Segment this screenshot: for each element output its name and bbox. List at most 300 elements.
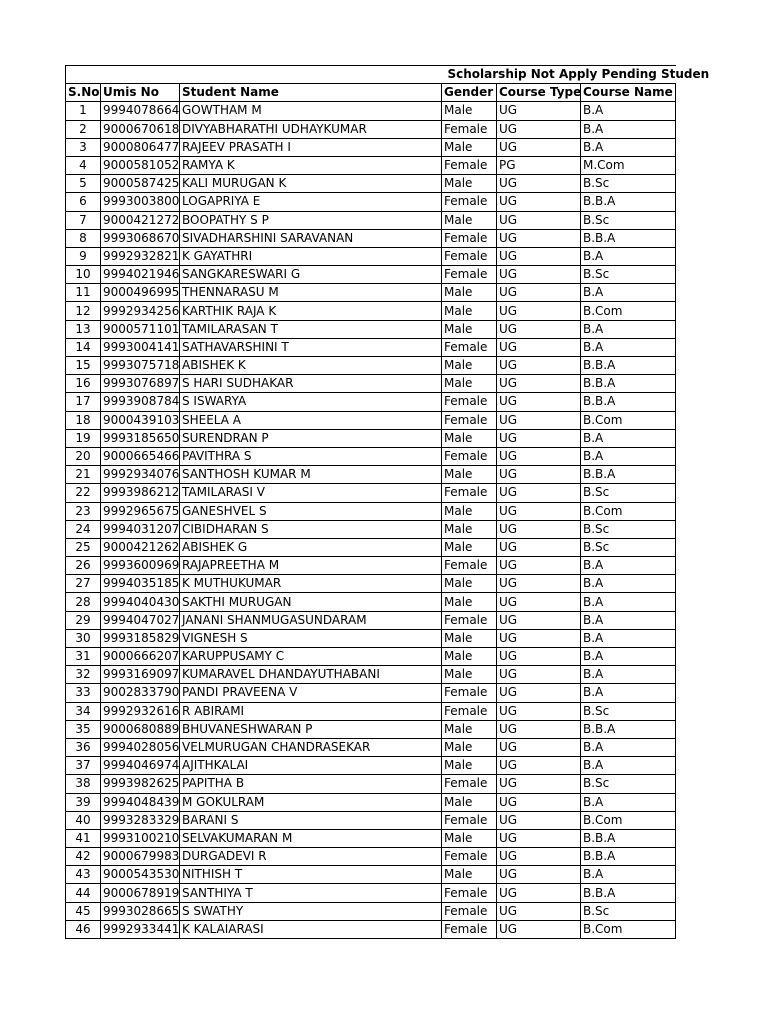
table-row xyxy=(66,593,676,611)
cell-gender: Female xyxy=(442,393,497,411)
header-row xyxy=(66,84,676,102)
cell-sno: 39 xyxy=(66,793,101,811)
cell-umis: 9000587425 xyxy=(101,175,180,193)
cell-student-name: CIBIDHARAN S xyxy=(180,520,442,538)
cell-sno: 36 xyxy=(66,738,101,756)
cell-course-name: B.A xyxy=(581,611,676,629)
table-row xyxy=(66,920,676,938)
cell-gender: Male xyxy=(442,175,497,193)
cell-sno: 22 xyxy=(66,484,101,502)
cell-gender: Female xyxy=(442,266,497,284)
cell-course-type: UG xyxy=(497,738,581,756)
cell-umis: 9000806477 xyxy=(101,138,180,156)
cell-student-name: GOWTHAM M xyxy=(180,102,442,120)
cell-course-name: B.Com xyxy=(581,411,676,429)
header-umis: Umis No xyxy=(101,84,180,102)
table-row xyxy=(66,557,676,575)
table-row xyxy=(66,848,676,866)
cell-student-name: RAJEEV PRASATH I xyxy=(180,138,442,156)
cell-sno: 30 xyxy=(66,629,101,647)
cell-student-name: KARTHIK RAJA K xyxy=(180,302,442,320)
cell-umis: 9994031207 xyxy=(101,520,180,538)
table-row xyxy=(66,666,676,684)
cell-course-name: B.A xyxy=(581,284,676,302)
cell-course-name: B.B.A xyxy=(581,229,676,247)
cell-umis: 9000543530 xyxy=(101,866,180,884)
cell-sno: 32 xyxy=(66,666,101,684)
cell-course-name: B.A xyxy=(581,429,676,447)
cell-sno: 10 xyxy=(66,266,101,284)
cell-course-name: B.A xyxy=(581,738,676,756)
cell-gender: Female xyxy=(442,902,497,920)
cell-student-name: ABISHEK G xyxy=(180,538,442,556)
cell-gender: Female xyxy=(442,484,497,502)
cell-umis: 9993600969 xyxy=(101,557,180,575)
cell-student-name: PAPITHA B xyxy=(180,775,442,793)
cell-student-name: SAKTHI MURUGAN xyxy=(180,593,442,611)
cell-course-type: UG xyxy=(497,211,581,229)
cell-gender: Female xyxy=(442,447,497,465)
cell-student-name: LOGAPRIYA E xyxy=(180,193,442,211)
cell-course-name: B.A xyxy=(581,447,676,465)
cell-sno: 15 xyxy=(66,357,101,375)
table-row xyxy=(66,447,676,465)
cell-umis: 9992934256 xyxy=(101,302,180,320)
cell-course-type: UG xyxy=(497,447,581,465)
cell-gender: Male xyxy=(442,575,497,593)
cell-course-type: UG xyxy=(497,284,581,302)
cell-umis: 9992932616 xyxy=(101,702,180,720)
cell-gender: Female xyxy=(442,684,497,702)
cell-course-type: UG xyxy=(497,684,581,702)
cell-student-name: K GAYATHRI xyxy=(180,247,442,265)
table-row xyxy=(66,302,676,320)
cell-umis: 9993908784 xyxy=(101,393,180,411)
cell-course-name: B.A xyxy=(581,575,676,593)
cell-course-name: B.A xyxy=(581,338,676,356)
table-row xyxy=(66,520,676,538)
cell-umis: 9000439103 xyxy=(101,411,180,429)
cell-gender: Male xyxy=(442,520,497,538)
cell-gender: Male xyxy=(442,593,497,611)
table-row xyxy=(66,466,676,484)
table-row xyxy=(66,175,676,193)
cell-course-type: UG xyxy=(497,247,581,265)
table-row xyxy=(66,138,676,156)
cell-course-type: UG xyxy=(497,538,581,556)
cell-umis: 9994048439 xyxy=(101,793,180,811)
cell-umis: 9993982625 xyxy=(101,775,180,793)
cell-course-type: UG xyxy=(497,593,581,611)
cell-course-type: UG xyxy=(497,138,581,156)
table-row xyxy=(66,611,676,629)
cell-sno: 44 xyxy=(66,884,101,902)
cell-student-name: SANGKARESWARI G xyxy=(180,266,442,284)
table-row xyxy=(66,393,676,411)
cell-sno: 33 xyxy=(66,684,101,702)
cell-gender: Female xyxy=(442,193,497,211)
cell-course-name: B.B.A xyxy=(581,466,676,484)
cell-course-type: UG xyxy=(497,175,581,193)
cell-gender: Female xyxy=(442,848,497,866)
cell-umis: 9000581052 xyxy=(101,156,180,174)
table-row xyxy=(66,866,676,884)
cell-umis: 9993100210 xyxy=(101,829,180,847)
cell-student-name: K KALAIARASI xyxy=(180,920,442,938)
cell-course-type: UG xyxy=(497,502,581,520)
cell-course-type: UG xyxy=(497,811,581,829)
cell-course-type: UG xyxy=(497,902,581,920)
cell-sno: 35 xyxy=(66,720,101,738)
cell-student-name: R ABIRAMI xyxy=(180,702,442,720)
cell-umis: 9994046974 xyxy=(101,757,180,775)
cell-gender: Female xyxy=(442,229,497,247)
cell-umis: 9000665466 xyxy=(101,447,180,465)
table-row xyxy=(66,357,676,375)
cell-course-type: UG xyxy=(497,484,581,502)
cell-student-name: PAVITHRA S xyxy=(180,447,442,465)
table-row xyxy=(66,702,676,720)
cell-sno: 31 xyxy=(66,648,101,666)
cell-student-name: SANTHOSH KUMAR M xyxy=(180,466,442,484)
cell-course-name: B.Com xyxy=(581,920,676,938)
table-row xyxy=(66,502,676,520)
header-student-name: Student Name xyxy=(180,84,442,102)
cell-gender: Male xyxy=(442,302,497,320)
cell-student-name: K MUTHUKUMAR xyxy=(180,575,442,593)
cell-student-name: VIGNESH S xyxy=(180,629,442,647)
cell-umis: 9993185650 xyxy=(101,429,180,447)
cell-course-name: B.A xyxy=(581,666,676,684)
cell-umis: 9000670618 xyxy=(101,120,180,138)
cell-course-type: UG xyxy=(497,466,581,484)
cell-umis: 9993986212 xyxy=(101,484,180,502)
cell-umis: 9993068670 xyxy=(101,229,180,247)
cell-course-name: B.B.A xyxy=(581,375,676,393)
cell-student-name: TAMILARASI V xyxy=(180,484,442,502)
cell-sno: 1 xyxy=(66,102,101,120)
cell-umis: 9993076897 xyxy=(101,375,180,393)
cell-student-name: SATHAVARSHINI T xyxy=(180,338,442,356)
cell-sno: 11 xyxy=(66,284,101,302)
cell-course-name: B.A xyxy=(581,102,676,120)
cell-course-name: B.B.A xyxy=(581,848,676,866)
cell-sno: 16 xyxy=(66,375,101,393)
cell-sno: 37 xyxy=(66,757,101,775)
cell-student-name: S HARI SUDHAKAR xyxy=(180,375,442,393)
cell-course-name: B.A xyxy=(581,120,676,138)
cell-course-type: UG xyxy=(497,102,581,120)
table-row xyxy=(66,429,676,447)
cell-gender: Male xyxy=(442,320,497,338)
cell-sno: 27 xyxy=(66,575,101,593)
cell-student-name: KUMARAVEL DHANDAYUTHABANI xyxy=(180,666,442,684)
cell-course-name: B.A xyxy=(581,138,676,156)
cell-course-name: B.Sc xyxy=(581,538,676,556)
table-row xyxy=(66,338,676,356)
cell-course-type: UG xyxy=(497,411,581,429)
table-row xyxy=(66,684,676,702)
cell-course-type: UG xyxy=(497,429,581,447)
table-row xyxy=(66,193,676,211)
cell-course-name: B.Com xyxy=(581,302,676,320)
table-row xyxy=(66,629,676,647)
table-row xyxy=(66,247,676,265)
header-course-name: Course Name xyxy=(581,84,676,102)
cell-umis: 9994021946 xyxy=(101,266,180,284)
table-row xyxy=(66,575,676,593)
cell-sno: 7 xyxy=(66,211,101,229)
cell-umis: 9993185829 xyxy=(101,629,180,647)
student-table xyxy=(65,65,710,939)
cell-course-name: B.A xyxy=(581,866,676,884)
table-row xyxy=(66,757,676,775)
cell-gender: Female xyxy=(442,884,497,902)
cell-sno: 14 xyxy=(66,338,101,356)
cell-umis: 9000496995 xyxy=(101,284,180,302)
table-row xyxy=(66,156,676,174)
cell-course-name: B.Sc xyxy=(581,702,676,720)
table-row xyxy=(66,884,676,902)
cell-student-name: DIVYABHARATHI UDHAYKUMAR xyxy=(180,120,442,138)
cell-course-type: UG xyxy=(497,920,581,938)
cell-course-type: UG xyxy=(497,829,581,847)
sheet-title: Scholarship Not Apply Pending Studen xyxy=(442,66,676,84)
cell-course-name: B.B.A xyxy=(581,829,676,847)
cell-course-name: B.A xyxy=(581,793,676,811)
cell-gender: Female xyxy=(442,811,497,829)
cell-student-name: M GOKULRAM xyxy=(180,793,442,811)
cell-umis: 9993028665 xyxy=(101,902,180,920)
table-row xyxy=(66,775,676,793)
cell-umis: 9000421272 xyxy=(101,211,180,229)
cell-student-name: PANDI PRAVEENA V xyxy=(180,684,442,702)
cell-course-type: UG xyxy=(497,848,581,866)
table-row xyxy=(66,902,676,920)
cell-course-type: UG xyxy=(497,775,581,793)
cell-umis: 9000421262 xyxy=(101,538,180,556)
cell-course-name: B.A xyxy=(581,757,676,775)
cell-course-type: UG xyxy=(497,193,581,211)
cell-sno: 17 xyxy=(66,393,101,411)
cell-umis: 9992933441 xyxy=(101,920,180,938)
cell-student-name: S SWATHY xyxy=(180,902,442,920)
cell-course-name: B.B.A xyxy=(581,357,676,375)
cell-course-name: B.B.A xyxy=(581,193,676,211)
cell-course-name: B.Sc xyxy=(581,266,676,284)
cell-course-type: UG xyxy=(497,557,581,575)
cell-course-type: UG xyxy=(497,338,581,356)
cell-gender: Female xyxy=(442,702,497,720)
cell-umis: 9000679983 xyxy=(101,848,180,866)
table-row xyxy=(66,738,676,756)
cell-umis: 9992932821 xyxy=(101,247,180,265)
cell-umis: 9992934076 xyxy=(101,466,180,484)
cell-gender: Male xyxy=(442,648,497,666)
cell-gender: Male xyxy=(442,793,497,811)
cell-student-name: NITHISH T xyxy=(180,866,442,884)
cell-course-name: B.Sc xyxy=(581,211,676,229)
header-sno: S.No xyxy=(66,84,101,102)
cell-student-name: BOOPATHY S P xyxy=(180,211,442,229)
cell-course-type: UG xyxy=(497,720,581,738)
table-row xyxy=(66,266,676,284)
cell-student-name: SANTHIYA T xyxy=(180,884,442,902)
cell-gender: Male xyxy=(442,629,497,647)
cell-umis: 9993003800 xyxy=(101,193,180,211)
cell-student-name: GANESHVEL S xyxy=(180,502,442,520)
cell-course-type: UG xyxy=(497,757,581,775)
cell-sno: 28 xyxy=(66,593,101,611)
cell-course-type: UG xyxy=(497,302,581,320)
cell-gender: Male xyxy=(442,357,497,375)
table-row xyxy=(66,484,676,502)
cell-gender: Male xyxy=(442,429,497,447)
cell-gender: Male xyxy=(442,738,497,756)
cell-student-name: SIVADHARSHINI SARAVANAN xyxy=(180,229,442,247)
cell-student-name: S ISWARYA xyxy=(180,393,442,411)
table-row xyxy=(66,720,676,738)
cell-umis: 9992965675 xyxy=(101,502,180,520)
cell-student-name: TAMILARASAN T xyxy=(180,320,442,338)
cell-sno: 4 xyxy=(66,156,101,174)
cell-umis: 9994028056 xyxy=(101,738,180,756)
cell-student-name: VELMURUGAN CHANDRASEKAR xyxy=(180,738,442,756)
cell-course-name: B.A xyxy=(581,593,676,611)
cell-course-type: UG xyxy=(497,393,581,411)
cell-gender: Female xyxy=(442,156,497,174)
cell-student-name: SURENDRAN P xyxy=(180,429,442,447)
cell-course-name: B.Sc xyxy=(581,175,676,193)
title-row xyxy=(66,66,676,84)
cell-gender: Female xyxy=(442,611,497,629)
cell-gender: Female xyxy=(442,338,497,356)
cell-student-name: JANANI SHANMUGASUNDARAM xyxy=(180,611,442,629)
cell-gender: Male xyxy=(442,502,497,520)
cell-sno: 21 xyxy=(66,466,101,484)
cell-sno: 41 xyxy=(66,829,101,847)
cell-course-type: UG xyxy=(497,793,581,811)
cell-course-name: B.Com xyxy=(581,502,676,520)
table-row xyxy=(66,320,676,338)
cell-gender: Male xyxy=(442,666,497,684)
cell-umis: 9993075718 xyxy=(101,357,180,375)
cell-sno: 20 xyxy=(66,447,101,465)
cell-sno: 3 xyxy=(66,138,101,156)
cell-sno: 24 xyxy=(66,520,101,538)
cell-course-type: UG xyxy=(497,648,581,666)
cell-sno: 12 xyxy=(66,302,101,320)
cell-umis: 9993004141 xyxy=(101,338,180,356)
cell-umis: 9002833790 xyxy=(101,684,180,702)
cell-umis: 9000678919 xyxy=(101,884,180,902)
cell-course-name: B.Sc xyxy=(581,775,676,793)
cell-student-name: THENNARASU M xyxy=(180,284,442,302)
cell-gender: Male xyxy=(442,102,497,120)
table-row xyxy=(66,648,676,666)
cell-sno: 34 xyxy=(66,702,101,720)
cell-sno: 26 xyxy=(66,557,101,575)
cell-sno: 6 xyxy=(66,193,101,211)
cell-course-name: B.A xyxy=(581,247,676,265)
table-row xyxy=(66,538,676,556)
cell-course-type: UG xyxy=(497,357,581,375)
cell-course-type: PG xyxy=(497,156,581,174)
cell-course-type: UG xyxy=(497,702,581,720)
cell-sno: 42 xyxy=(66,848,101,866)
cell-course-name: M.Com xyxy=(581,156,676,174)
cell-course-type: UG xyxy=(497,611,581,629)
cell-student-name: AJITHKALAI xyxy=(180,757,442,775)
cell-student-name: SELVAKUMARAN M xyxy=(180,829,442,847)
cell-gender: Female xyxy=(442,920,497,938)
cell-course-name: B.A xyxy=(581,629,676,647)
cell-gender: Male xyxy=(442,538,497,556)
cell-sno: 45 xyxy=(66,902,101,920)
cell-course-type: UG xyxy=(497,629,581,647)
table-row xyxy=(66,102,676,120)
cell-course-name: B.A xyxy=(581,648,676,666)
cell-umis: 9000571101 xyxy=(101,320,180,338)
cell-course-name: B.B.A xyxy=(581,393,676,411)
cell-gender: Male xyxy=(442,284,497,302)
cell-gender: Male xyxy=(442,211,497,229)
cell-umis: 9993169097 xyxy=(101,666,180,684)
cell-gender: Female xyxy=(442,411,497,429)
cell-umis: 9994040430 xyxy=(101,593,180,611)
cell-gender: Male xyxy=(442,138,497,156)
cell-sno: 2 xyxy=(66,120,101,138)
cell-student-name: SHEELA A xyxy=(180,411,442,429)
header-course-type: Course Type xyxy=(497,84,581,102)
cell-student-name: ABISHEK K xyxy=(180,357,442,375)
cell-student-name: RAMYA K xyxy=(180,156,442,174)
cell-course-type: UG xyxy=(497,575,581,593)
cell-course-type: UG xyxy=(497,120,581,138)
table-row xyxy=(66,411,676,429)
cell-sno: 8 xyxy=(66,229,101,247)
cell-sno: 29 xyxy=(66,611,101,629)
cell-course-name: B.Sc xyxy=(581,520,676,538)
cell-course-name: B.A xyxy=(581,557,676,575)
cell-gender: Male xyxy=(442,466,497,484)
cell-course-name: B.A xyxy=(581,684,676,702)
cell-gender: Male xyxy=(442,829,497,847)
cell-sno: 38 xyxy=(66,775,101,793)
table-row xyxy=(66,211,676,229)
cell-course-name: B.B.A xyxy=(581,884,676,902)
cell-gender: Male xyxy=(442,866,497,884)
cell-sno: 5 xyxy=(66,175,101,193)
table-row xyxy=(66,284,676,302)
cell-umis: 9994047027 xyxy=(101,611,180,629)
table-row xyxy=(66,120,676,138)
cell-course-type: UG xyxy=(497,229,581,247)
cell-course-name: B.Com xyxy=(581,811,676,829)
cell-course-type: UG xyxy=(497,375,581,393)
cell-student-name: BARANI S xyxy=(180,811,442,829)
cell-student-name: KARUPPUSAMY C xyxy=(180,648,442,666)
cell-sno: 23 xyxy=(66,502,101,520)
header-gender: Gender xyxy=(442,84,497,102)
cell-sno: 19 xyxy=(66,429,101,447)
cell-course-name: B.Sc xyxy=(581,484,676,502)
cell-course-name: B.A xyxy=(581,320,676,338)
cell-sno: 40 xyxy=(66,811,101,829)
cell-course-type: UG xyxy=(497,884,581,902)
table-row xyxy=(66,811,676,829)
cell-course-type: UG xyxy=(497,266,581,284)
